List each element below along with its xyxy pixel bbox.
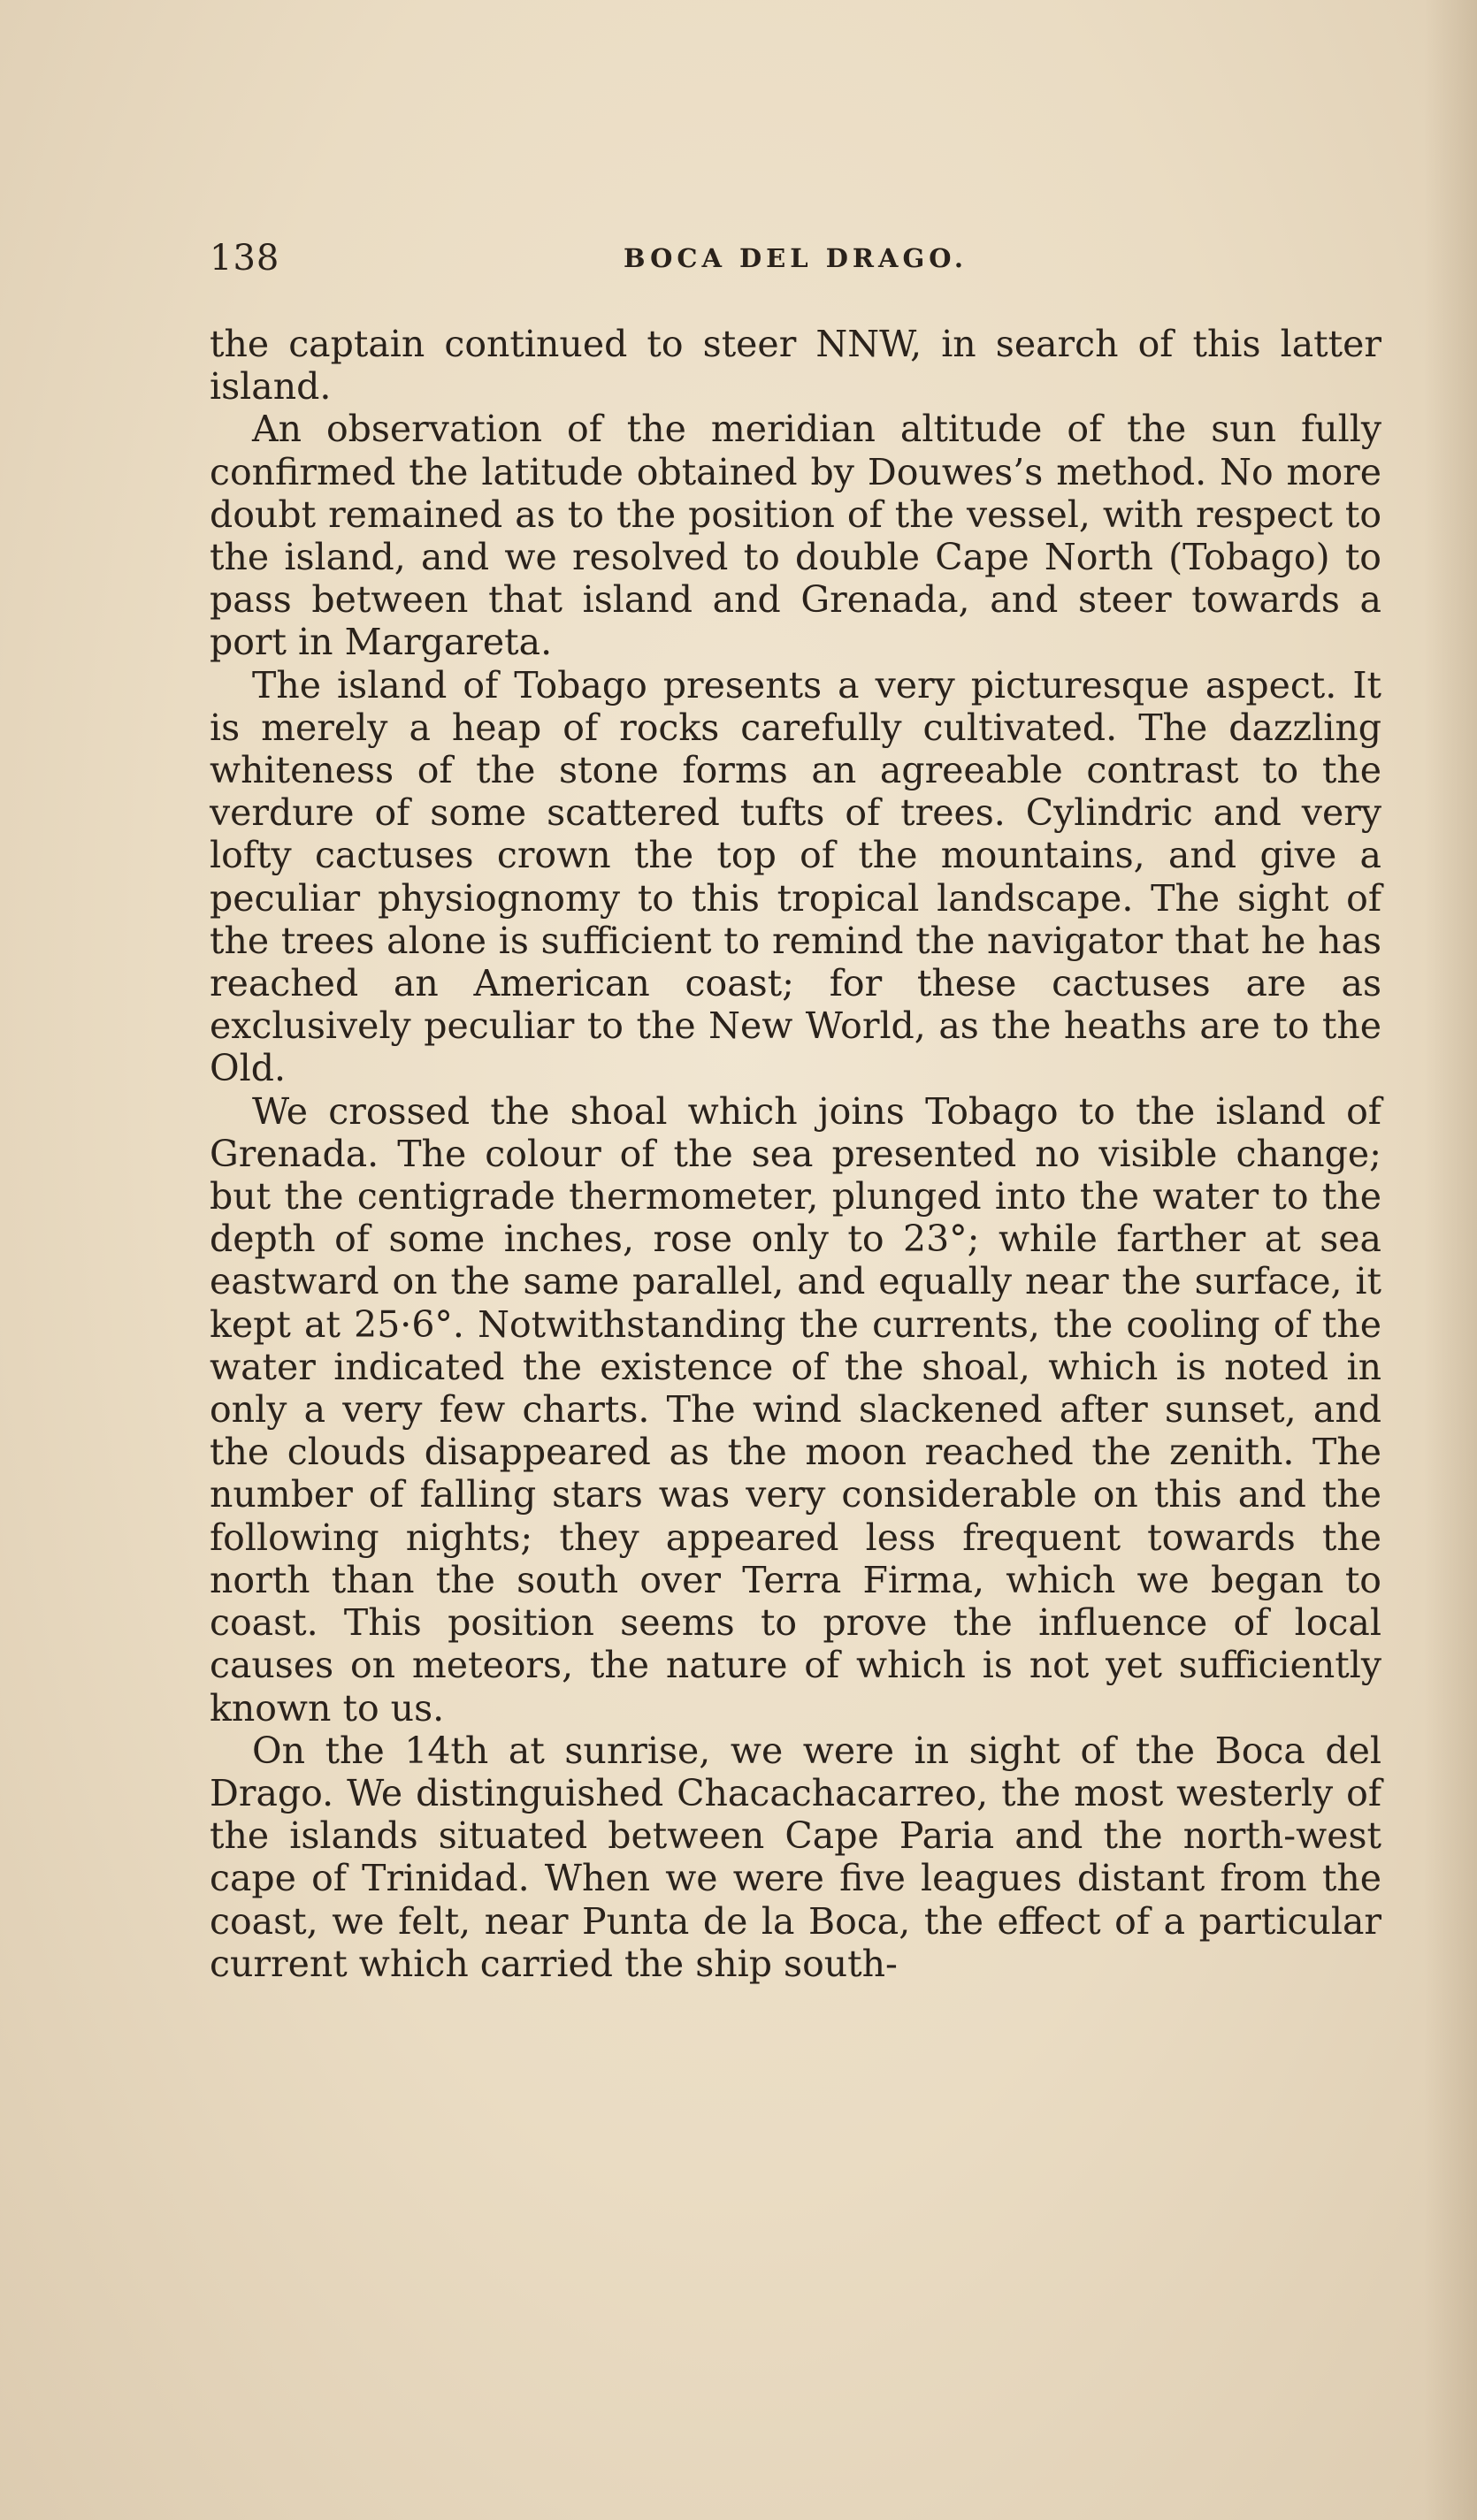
- paragraph-observation: An observation of the meridian altitude of the sun fully confirmed the latitude obtained by Douwes’s method. No more doubt remained as to the position of the vessel, with respect to the island, and we resolved to double Cape North (Tobago) to pass between that island and Grenada, and steer towards a port in Margareta.: [210, 408, 1381, 664]
- body-text: [210, 323, 1381, 1985]
- paragraph-tobago: The island of Tobago presents a very picturesque aspect. It is merely a heap of rocks carefully cultivated. The dazzling whiteness of the stone forms an agreeable contrast to the verdure of some scattered tufts of trees. Cylindric and very lofty cactuses crown the top of the mountains, and give a peculiar physiognomy to this tropical landscape. The sight of the trees alone is sufficient to remind the navigator that he has reached an American coast; for these cactuses are as exclusively peculiar to the New World, as the heaths are to the Old.: [210, 663, 1381, 1090]
- running-head: [210, 232, 1381, 285]
- running-title: BOCA DEL DRAGO.: [624, 243, 968, 273]
- page-number: 138: [210, 238, 280, 279]
- paragraph-boca-del-drago: On the 14th at sunrise, we were in sight of the Boca del Drago. We distinguished Chacachacarreo, the most westerly of the islands situated between Cape Paria and the north-west cape of Trinidad. When we were five leagues distant from the coast, we felt, near Punta de la Boca, the effect of a particular current which carried the ship south-: [210, 1729, 1381, 1985]
- paragraph-continued: the captain continued to steer NNW, in search of this latter island.: [210, 323, 1381, 409]
- paragraph-shoal: We crossed the shoal which joins Tobago to the island of Grenada. The colour of the sea presented no visible change; but the centigrade thermometer, plunged into the water to the depth of some inches, rose only to 23°; while farther at sea eastward on the same parallel, and equally near the surface, it kept at 25·6°. Notwithstanding the currents, the cooling of the water indicated the existence of the shoal, which is noted in only a very few charts. The wind slackened after sunset, and the clouds disappeared as the moon reached the zenith. The number of falling stars was very considerable on this and the following nights; they appeared less frequent towards the north than the south over Terra Firma, which we began to coast. This position seems to prove the influence of local causes on meteors, the nature of which is not yet sufficiently known to us.: [210, 1089, 1381, 1730]
